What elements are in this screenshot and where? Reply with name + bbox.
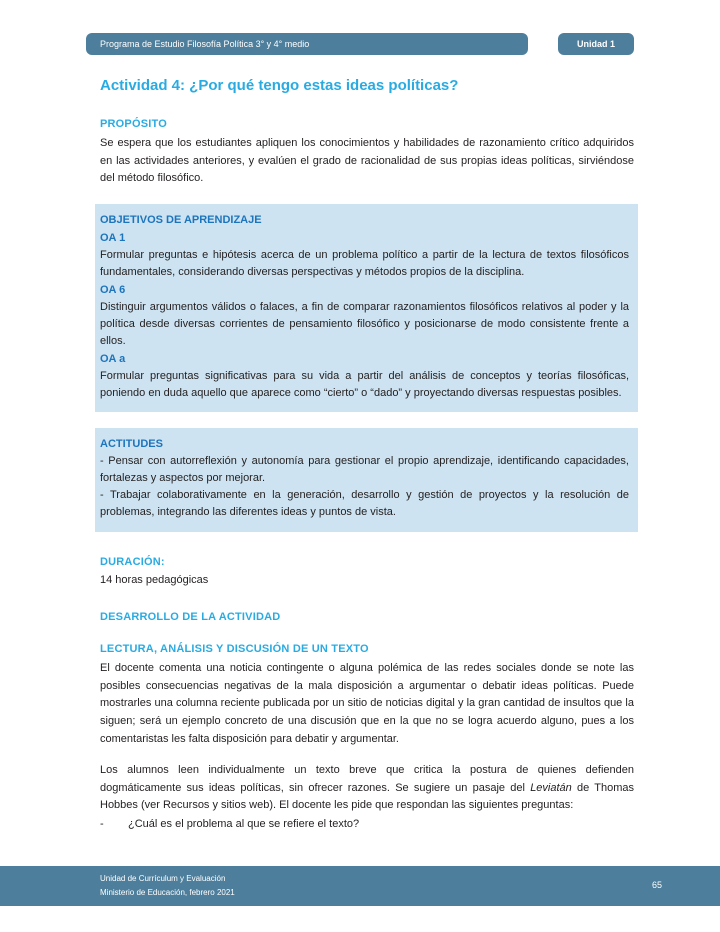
oa-code-a: OA a [100, 353, 126, 366]
oa-code-6: OA 6 [100, 283, 126, 296]
program-title-bar [86, 33, 528, 55]
program-title: Programa de Estudio Filosofía Política 3° y 4° medio [100, 39, 310, 49]
actitudes-item-2: - Trabajar colaborativamente en la generación, desarrollo y gestión de proyectos y la resolución de problemas, integrando las diferentes ideas y puntos de vista. [100, 489, 629, 519]
lectura-paragraph-2-post: de Thomas Hobbes (ver Recursos y sitios web). El docente les pide que respondan las siguientes preguntas: [100, 781, 635, 812]
activity-title: Actividad 4: ¿Por qué tengo estas ideas políticas? [100, 77, 459, 94]
lectura-paragraph-2-italic: Leviatán [530, 781, 572, 794]
proposito-body: Se espera que los estudiantes apliquen los conocimientos y habilidades de razonamiento crítico adquiridos en las actividades anteriores, y evalúen el grado de racionalidad de sus propias ideas políticas, sirviéndose del método filosófico. [100, 137, 634, 185]
actitudes-box [95, 428, 638, 531]
page-content [0, 77, 720, 833]
footer-credits [100, 872, 235, 899]
bullet-text: ¿Cuál es el problema al que se refiere el texto? [128, 817, 360, 830]
page-number: 65 [651, 880, 662, 891]
lectura-heading: LECTURA, ANÁLISIS Y DISCUSIÓN DE UN TEXTO [100, 643, 369, 656]
oa-text-6: Distinguir argumentos válidos o falaces, a fin de comparar razonamientos filosóficos relativos al poder y la política desde diversas corrientes de pensamiento filosófico y posicionarse de modo consistente frente a ellos. [100, 301, 629, 348]
question-bullet [100, 816, 634, 834]
duracion-body: 14 horas pedagógicas [100, 573, 209, 586]
proposito-heading: PROPÓSITO [100, 118, 167, 130]
page-header [0, 0, 720, 55]
footer-line-2: Ministerio de Educación, febrero 2021 [100, 888, 235, 897]
lectura-paragraph-2 [100, 762, 634, 815]
oa-text-1: Formular preguntas e hipótesis acerca de un problema político a partir de la lectura de textos filosóficos fundamentales, considerando diversas perspectivas y métodos propios de la disciplina. [100, 248, 629, 278]
lectura-paragraph-1: El docente comenta una noticia contingente o alguna polémica de las redes sociales donde se note las posibles consecuencias negativas de la mala disposición a argumentar o debatir ideas políticas. Puede mostrarles una columna reciente publicada por un sitio de noticias digital y la gran cantidad de insultos que la siguen; será un ejemplo concreto de una discusión que en la que no se logra acuerdo alguno, pues a los comentaristas les falta disposición para debatir y argumentar. [100, 662, 634, 745]
duracion-heading: DURACIÓN: [100, 555, 165, 568]
actitudes-heading: ACTITUDES [100, 438, 163, 451]
lectura-paragraph-2-pre: Los alumnos leen individualmente un texto breve que critica la postura de quienes defienden dogmáticamente sus ideas políticas, sin ofrecer razones. Se sugiere un pasaje del [100, 764, 634, 794]
objetivos-box [95, 204, 638, 413]
unit-badge [558, 33, 634, 55]
objetivos-heading: OBJETIVOS DE APRENDIZAJE [100, 213, 262, 226]
desarrollo-heading: DESARROLLO DE LA ACTIVIDAD [100, 611, 281, 624]
bullet-dash: - [100, 817, 104, 830]
unit-badge-label: Unidad 1 [576, 39, 615, 49]
page-footer [0, 866, 720, 906]
actitudes-item-1: - Pensar con autorreflexión y autonomía para gestionar el propio aprendizaje, identificando capacidades, fortalezas y aspectos por mejorar. [100, 455, 629, 485]
oa-text-a: Formular preguntas significativas para su vida a partir del análisis de conceptos y teorías filosóficas, poniendo en duda aquello que aparece como “cierto” o “dado” y proyectando diversas respuestas posibles. [100, 370, 629, 400]
oa-code-1: OA 1 [100, 231, 126, 244]
footer-line-1: Unidad de Currículum y Evaluación [100, 874, 226, 884]
